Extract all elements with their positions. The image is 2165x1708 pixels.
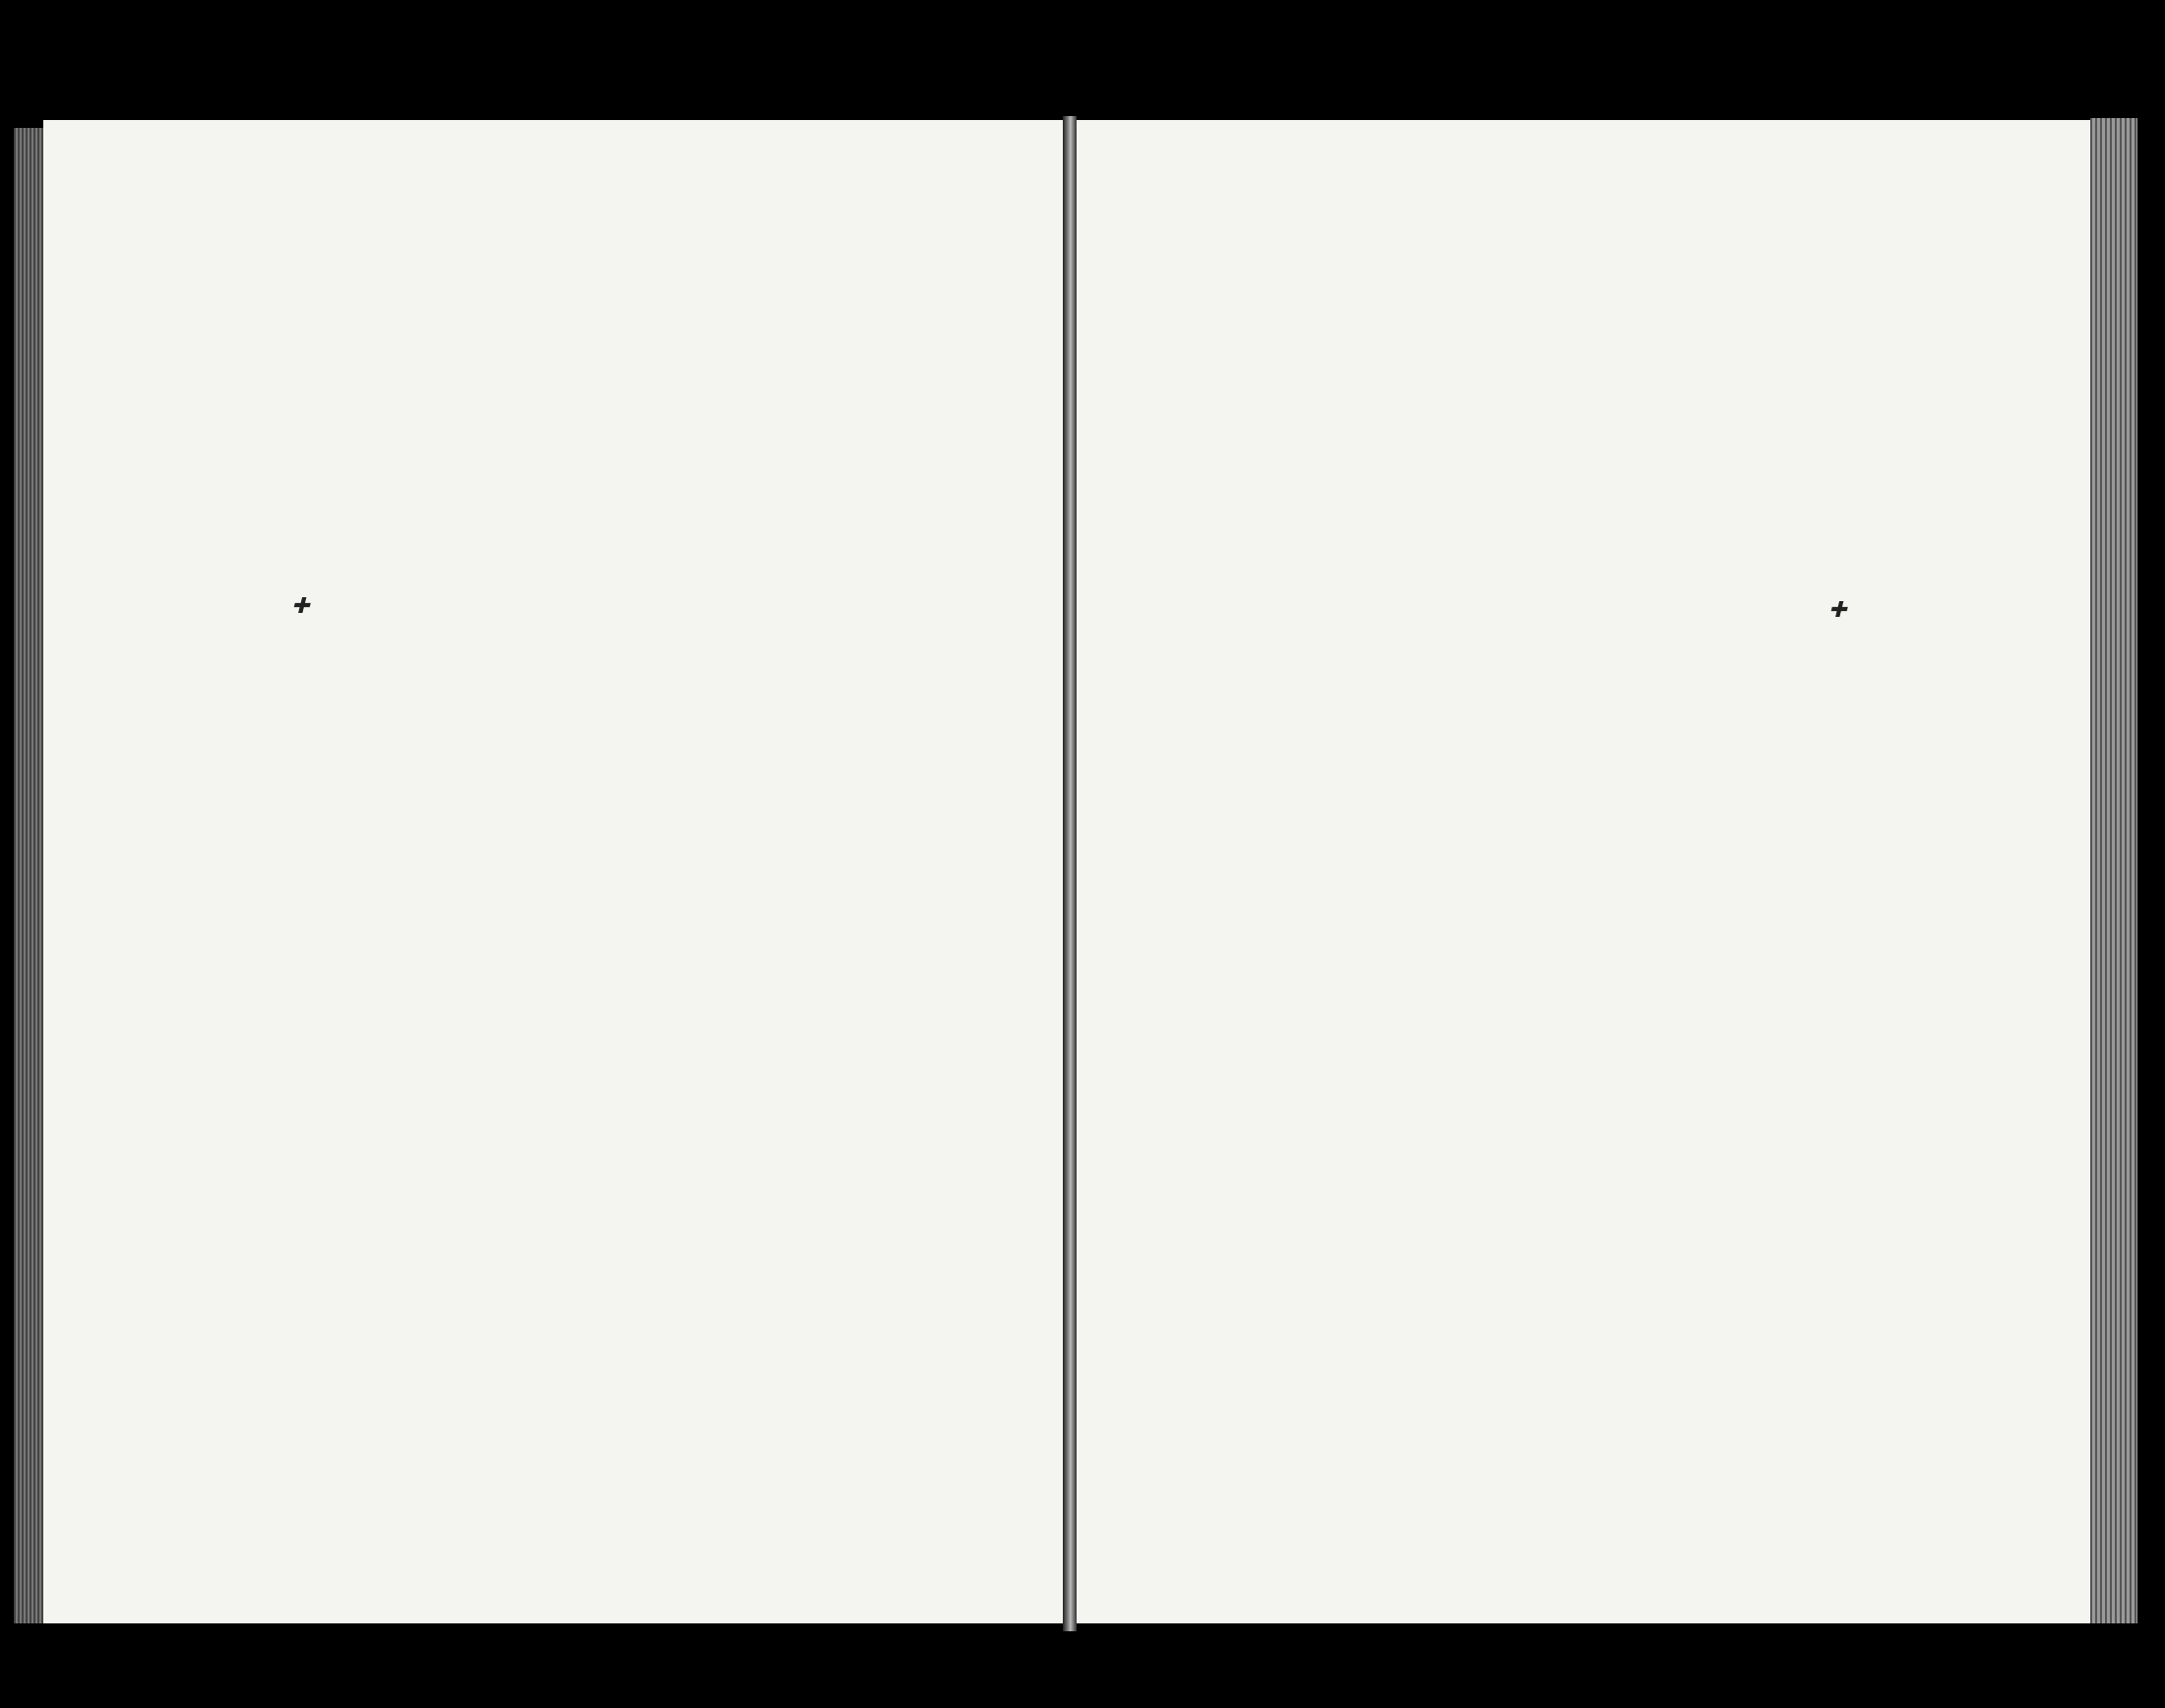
cross-mark-icon: ✚: [291, 594, 310, 619]
cross-mark-icon: ✚: [1828, 598, 1847, 623]
